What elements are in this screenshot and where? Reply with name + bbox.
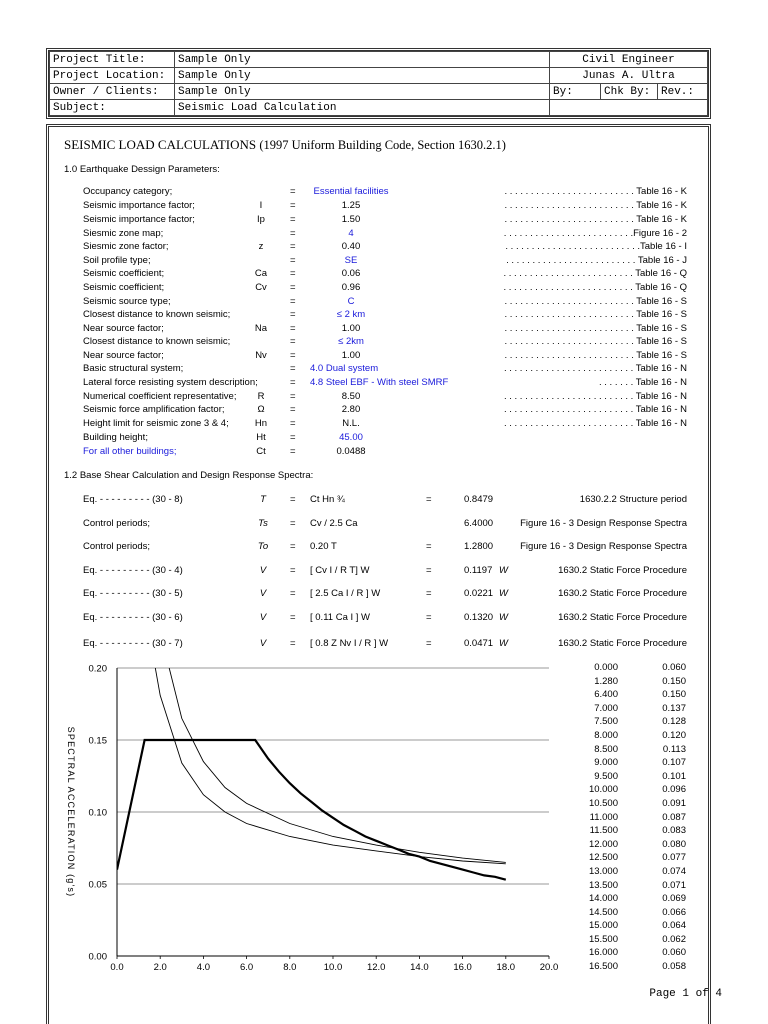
param-equals: = bbox=[290, 241, 296, 252]
param-row bbox=[83, 418, 693, 431]
subject-value: Seismic Load Calculation bbox=[175, 100, 550, 116]
project-title-label: Project Title: bbox=[50, 52, 175, 68]
param-symbol: I bbox=[259, 200, 263, 211]
spectra-row bbox=[575, 961, 690, 975]
param-value: 1.25 bbox=[341, 200, 361, 211]
spectra-row bbox=[575, 947, 690, 961]
equation-unit: W bbox=[499, 612, 508, 623]
spectra-row bbox=[575, 825, 690, 839]
design-spectrum-line bbox=[117, 740, 506, 880]
equation-row bbox=[83, 565, 693, 579]
param-symbol: Ip bbox=[257, 214, 265, 225]
equation-symbol: T bbox=[260, 494, 266, 505]
spectra-acceleration: 0.101 bbox=[662, 770, 686, 782]
spectra-period: 13.000 bbox=[588, 865, 618, 877]
equation-row bbox=[83, 541, 693, 555]
param-row bbox=[83, 336, 693, 349]
equation-label: Control periods; bbox=[83, 541, 151, 552]
spectra-acceleration: 0.083 bbox=[662, 825, 686, 837]
project-location-label: Project Location: bbox=[50, 68, 175, 84]
param-equals: = bbox=[290, 255, 296, 266]
equation-symbol: V bbox=[259, 565, 267, 576]
y-tick-label: 0.15 bbox=[88, 735, 107, 747]
param-label: For all other buildings; bbox=[83, 446, 177, 457]
spectra-period: 0.000 bbox=[594, 662, 618, 673]
param-reference: . . . . . . . . . . . . . . . . . . . . . . . . . Table 16 - N bbox=[503, 418, 687, 429]
param-row bbox=[83, 446, 693, 459]
equation-equals: = bbox=[290, 588, 296, 599]
param-row bbox=[83, 350, 693, 363]
spectra-period: 15.500 bbox=[588, 933, 618, 945]
param-symbol: Cv bbox=[255, 282, 267, 293]
equation-equals-2: = bbox=[426, 565, 432, 576]
param-label: Numerical coefficient representative; bbox=[83, 391, 237, 402]
param-label: Building height; bbox=[83, 432, 148, 443]
param-label: Seismic force amplification factor; bbox=[83, 404, 225, 415]
param-symbol: Ct bbox=[256, 446, 266, 457]
param-equals: = bbox=[290, 323, 296, 334]
equation-value: 1.2800 bbox=[464, 541, 494, 552]
equation-reference: 1630.2 Static Force Procedure bbox=[558, 588, 687, 599]
param-row bbox=[83, 241, 693, 254]
param-equals: = bbox=[290, 432, 296, 443]
x-tick-label: 4.0 bbox=[196, 962, 211, 973]
page-number: Page 1 of 4 bbox=[649, 988, 722, 1000]
spectra-acceleration: 0.064 bbox=[662, 920, 686, 932]
param-value: 4.0 Dual system bbox=[310, 363, 379, 374]
param-value: ≤ 2km bbox=[338, 336, 364, 347]
checked-by-field: Chk By: bbox=[601, 84, 658, 100]
param-value: 45.00 bbox=[339, 432, 363, 443]
x-tick-label: 0.0 bbox=[110, 962, 124, 973]
equation-label: Eq. - - - - - - - - - (30 - 5) bbox=[83, 588, 183, 599]
param-equals: = bbox=[290, 268, 296, 279]
equation-unit: W bbox=[499, 588, 508, 599]
param-equals: = bbox=[290, 418, 296, 429]
param-symbol: Nv bbox=[255, 350, 267, 361]
x-tick-label: 10.0 bbox=[323, 962, 343, 973]
x-tick-label: 12.0 bbox=[366, 962, 386, 973]
param-row bbox=[83, 404, 693, 417]
param-value: 1.50 bbox=[341, 214, 361, 225]
param-reference: . . . . . . . . . . . . . . . . . . . . . . . . . Table 16 - S bbox=[504, 323, 687, 334]
spectra-row bbox=[575, 880, 690, 894]
param-equals: = bbox=[290, 214, 296, 225]
x-tick-label: 6.0 bbox=[239, 962, 254, 973]
param-equals: = bbox=[290, 336, 296, 347]
spectra-acceleration: 0.087 bbox=[662, 811, 686, 823]
spectra-period: 13.500 bbox=[588, 879, 618, 891]
equation-formula: [ 2.5 Ca I / R ] W bbox=[310, 588, 381, 599]
equation-reference: Figure 16 - 3 Design Response Spectra bbox=[520, 518, 687, 529]
owner-label: Owner / Clients: bbox=[50, 84, 175, 100]
param-value: Essential facilities bbox=[313, 186, 389, 197]
param-label: Siesmic zone factor; bbox=[83, 241, 169, 252]
revision-field: Rev.: bbox=[658, 84, 708, 100]
param-label: Closest distance to known seismic; bbox=[83, 336, 231, 347]
equation-equals-2: = bbox=[426, 588, 432, 599]
param-reference: . . . . . . . . . . . . . . . . . . . . . . . . . Table 16 - Q bbox=[503, 268, 687, 279]
spectra-row bbox=[575, 744, 690, 758]
param-label: Seismic source type; bbox=[83, 296, 171, 307]
param-row bbox=[83, 296, 693, 309]
page-title bbox=[64, 137, 506, 153]
equation-symbol: Ts bbox=[258, 518, 268, 529]
equation-symbol: To bbox=[257, 541, 269, 552]
spectra-period: 15.000 bbox=[588, 920, 618, 932]
param-symbol: Ω bbox=[257, 404, 265, 415]
param-reference: . . . . . . . . . . . . . . . . . . . . . . . . . Table 16 - S bbox=[504, 336, 687, 347]
param-value: 8.50 bbox=[341, 391, 361, 402]
equation-label: Control periods; bbox=[83, 518, 151, 529]
param-label: Occupancy category; bbox=[83, 186, 173, 197]
equation-label: Eq. - - - - - - - - - (30 - 7) bbox=[83, 638, 183, 649]
param-row bbox=[83, 228, 693, 241]
param-label: Closest distance to known seismic; bbox=[83, 309, 231, 320]
param-reference: . . . . . . . . . . . . . . . . . . . . . . . . . Table 16 - K bbox=[504, 186, 687, 197]
spectra-acceleration: 0.091 bbox=[662, 797, 686, 809]
spectra-row bbox=[575, 920, 690, 934]
equation-value: 0.1197 bbox=[464, 565, 493, 576]
equation-label: Eq. - - - - - - - - - (30 - 4) bbox=[83, 565, 183, 576]
param-symbol: Ca bbox=[254, 268, 268, 279]
param-value: 1.00 bbox=[341, 350, 361, 361]
header-table bbox=[46, 48, 711, 119]
spectra-row bbox=[575, 907, 690, 921]
spectra-period: 10.000 bbox=[588, 784, 618, 796]
equation-equals-2: = bbox=[426, 541, 432, 552]
param-reference: . . . . . . . Table 16 - N bbox=[598, 377, 687, 388]
param-symbol: z bbox=[258, 241, 264, 252]
x-tick-label: 2.0 bbox=[153, 962, 167, 973]
spectra-row bbox=[575, 893, 690, 907]
param-row bbox=[83, 186, 693, 199]
equation-value: 0.8479 bbox=[464, 494, 494, 505]
project-title-value: Sample Only bbox=[175, 52, 550, 68]
equation-equals: = bbox=[290, 612, 296, 623]
param-row bbox=[83, 432, 693, 445]
param-label: Seismic importance factor; bbox=[83, 214, 195, 225]
equation-row bbox=[83, 638, 693, 652]
spectra-row bbox=[575, 662, 690, 676]
spectra-row bbox=[575, 771, 690, 785]
spectra-period: 1.280 bbox=[594, 675, 618, 687]
spectra-acceleration: 0.096 bbox=[662, 784, 686, 796]
param-value: 4.8 Steel EBF - With steel SMRF bbox=[310, 377, 449, 388]
equation-formula: [ Cv I / R T] W bbox=[310, 565, 370, 576]
param-label: Soil profile type; bbox=[83, 255, 151, 266]
equation-formula: Cv / 2.5 Ca bbox=[310, 518, 358, 529]
param-reference: . . . . . . . . . . . . . . . . . . . . . . . . . Table 16 - S bbox=[504, 350, 687, 361]
equation-formula: 0.20 T bbox=[310, 541, 337, 552]
equation-reference: 1630.2 Static Force Procedure bbox=[558, 638, 687, 649]
param-reference: . . . . . . . . . . . . . . . . . . . . . . . . . Table 16 - K bbox=[504, 214, 687, 225]
param-reference: . . . . . . . . . . . . . . . . . . . . . . . . . Table 16 - K bbox=[504, 200, 687, 211]
response-spectra-chart bbox=[60, 660, 560, 975]
spectra-acceleration: 0.077 bbox=[662, 852, 686, 864]
param-reference: . . . . . . . . . . . . . . . . . . . . . . . . . Table 16 - Q bbox=[503, 282, 687, 293]
equation-equals: = bbox=[290, 638, 296, 649]
spectra-acceleration: 0.058 bbox=[662, 961, 686, 973]
param-label: Basic structural system; bbox=[83, 363, 184, 374]
equation-unit: W bbox=[499, 638, 508, 649]
param-symbol: Na bbox=[254, 323, 268, 334]
param-label: Height limit for seismic zone 3 & 4; bbox=[83, 418, 229, 429]
spectra-acceleration: 0.128 bbox=[662, 716, 686, 728]
param-reference: . . . . . . . . . . . . . . . . . . . . . . . . .Figure 16 - 2 bbox=[503, 228, 687, 239]
param-label: Seismic coefficient; bbox=[83, 282, 165, 293]
x-tick-label: 18.0 bbox=[496, 962, 516, 973]
param-equals: = bbox=[290, 200, 296, 211]
param-label: Near source factor; bbox=[83, 350, 164, 361]
param-row bbox=[83, 323, 693, 336]
equation-formula: [ 0.11 Ca I ] W bbox=[310, 612, 371, 623]
param-row bbox=[83, 268, 693, 281]
param-symbol: Hn bbox=[254, 418, 268, 429]
spectra-period: 11.000 bbox=[589, 811, 618, 823]
y-tick-label: 0.00 bbox=[88, 951, 107, 963]
param-equals: = bbox=[290, 391, 296, 402]
spectra-period: 11.500 bbox=[589, 825, 618, 837]
spectra-row bbox=[575, 757, 690, 771]
spectra-row bbox=[575, 934, 690, 948]
equation-equals-2: = bbox=[426, 638, 432, 649]
reference-curve-line bbox=[147, 660, 506, 862]
title-main: SEISMIC LOAD CALCULATIONS bbox=[64, 137, 257, 152]
param-value: N.L. bbox=[342, 418, 360, 429]
equation-unit: W bbox=[499, 565, 508, 576]
equation-reference: 1630.2.2 Structure period bbox=[579, 494, 687, 505]
y-tick-label: 0.05 bbox=[88, 879, 107, 891]
subject-blank bbox=[550, 100, 708, 116]
spectra-row bbox=[575, 716, 690, 730]
spectra-acceleration: 0.150 bbox=[662, 675, 686, 687]
owner-value: Sample Only bbox=[175, 84, 550, 100]
equation-equals: = bbox=[290, 541, 296, 552]
param-reference: . . . . . . . . . . . . . . . . . . . . . . . . . Table 16 - S bbox=[504, 309, 687, 320]
param-value: 0.06 bbox=[341, 268, 361, 279]
spectra-period: 14.500 bbox=[588, 906, 618, 918]
spectra-row bbox=[575, 852, 690, 866]
equation-equals: = bbox=[290, 494, 296, 505]
spectra-row bbox=[575, 839, 690, 853]
equation-reference: Figure 16 - 3 Design Response Spectra bbox=[520, 541, 687, 552]
x-tick-label: 20.0 bbox=[539, 962, 559, 973]
project-location-value: Sample Only bbox=[175, 68, 550, 84]
param-value: ≤ 2 km bbox=[336, 309, 366, 320]
param-row bbox=[83, 377, 693, 390]
spectra-period: 12.500 bbox=[588, 852, 618, 864]
spectra-row bbox=[575, 676, 690, 690]
spectra-period: 10.500 bbox=[588, 797, 618, 809]
param-value: SE bbox=[344, 255, 358, 266]
param-row bbox=[83, 309, 693, 322]
title-sub: (1997 Uniform Building Code, Section 1630.2.1) bbox=[259, 138, 506, 152]
x-tick-label: 14.0 bbox=[410, 962, 429, 973]
spectra-period: 9.000 bbox=[594, 757, 618, 769]
equation-row bbox=[83, 588, 693, 602]
param-row bbox=[83, 363, 693, 376]
spectra-row bbox=[575, 784, 690, 798]
param-label: Seismic importance factor; bbox=[83, 200, 195, 211]
param-value: 0.0488 bbox=[336, 446, 366, 457]
y-tick-label: 0.20 bbox=[88, 663, 107, 675]
spectra-acceleration: 0.120 bbox=[662, 729, 686, 741]
param-row bbox=[83, 200, 693, 213]
spectra-acceleration: 0.080 bbox=[662, 838, 686, 850]
spectra-period: 8.000 bbox=[594, 729, 618, 741]
spectra-acceleration: 0.060 bbox=[662, 947, 686, 959]
param-reference: . . . . . . . . . . . . . . . . . . . . . . . . . Table 16 - N bbox=[503, 391, 687, 402]
spectra-period: 14.000 bbox=[588, 893, 618, 905]
param-symbol: R bbox=[257, 391, 265, 402]
spectra-period: 8.500 bbox=[594, 743, 618, 755]
param-value: 0.40 bbox=[341, 241, 361, 252]
param-row bbox=[83, 214, 693, 227]
spectra-acceleration: 0.137 bbox=[662, 702, 686, 714]
subject-label: Subject: bbox=[50, 100, 175, 116]
spectra-period: 7.500 bbox=[594, 716, 618, 728]
param-equals: = bbox=[290, 186, 296, 197]
param-equals: = bbox=[290, 377, 296, 388]
param-reference: . . . . . . . . . . . . . . . . . . . . . . . . . Table 16 - S bbox=[504, 296, 687, 307]
equation-formula: Ct Hn ¾ bbox=[310, 494, 345, 505]
spectra-period: 9.500 bbox=[594, 770, 618, 782]
spectra-period: 16.500 bbox=[588, 961, 618, 973]
spectra-acceleration: 0.107 bbox=[662, 757, 686, 769]
section1-heading: 1.0 Earthquake Dessign Parameters: bbox=[64, 164, 220, 175]
spectra-acceleration: 0.074 bbox=[662, 865, 686, 877]
spectra-acceleration: 0.066 bbox=[662, 906, 686, 918]
section2-heading: 1.2 Base Shear Calculation and Design Response Spectra: bbox=[64, 470, 314, 481]
param-equals: = bbox=[290, 446, 296, 457]
param-equals: = bbox=[290, 228, 296, 239]
equation-symbol: V bbox=[259, 638, 267, 649]
param-reference: . . . . . . . . . . . . . . . . . . . . . . . . . Table 16 - N bbox=[503, 363, 687, 374]
equation-reference: 1630.2 Static Force Procedure bbox=[558, 612, 687, 623]
equation-equals: = bbox=[290, 518, 296, 529]
spectra-row bbox=[575, 812, 690, 826]
param-equals: = bbox=[290, 350, 296, 361]
equation-value: 0.0221 bbox=[464, 588, 494, 599]
equation-value: 0.0471 bbox=[464, 638, 494, 649]
param-label: Lateral force resisting system description; bbox=[83, 377, 258, 388]
spectra-acceleration: 0.062 bbox=[662, 933, 686, 945]
param-equals: = bbox=[290, 404, 296, 415]
equation-value: 0.1320 bbox=[464, 612, 494, 623]
equation-formula: [ 0.8 Z Nv I / R ] W bbox=[310, 638, 389, 649]
spectra-period: 16.000 bbox=[588, 947, 618, 959]
param-reference: . . . . . . . . . . . . . . . . . . . . . . . . . Table 16 - N bbox=[503, 404, 687, 415]
spectra-acceleration: 0.069 bbox=[662, 893, 686, 905]
param-value: 2.80 bbox=[341, 404, 361, 415]
equation-equals-2: = bbox=[426, 494, 432, 505]
spectra-acceleration: 0.113 bbox=[662, 743, 686, 755]
param-row bbox=[83, 255, 693, 268]
equation-label: Eq. - - - - - - - - - (30 - 8) bbox=[83, 494, 183, 505]
equation-symbol: V bbox=[259, 588, 267, 599]
equation-label: Eq. - - - - - - - - - (30 - 6) bbox=[83, 612, 183, 623]
spectra-table bbox=[575, 662, 690, 975]
equation-row bbox=[83, 494, 693, 508]
engineer-name: Junas A. Ultra bbox=[550, 68, 708, 84]
equation-row bbox=[83, 518, 693, 532]
param-value: C bbox=[347, 296, 355, 307]
param-equals: = bbox=[290, 363, 296, 374]
x-tick-label: 8.0 bbox=[283, 962, 297, 973]
param-label: Siesmic zone map; bbox=[83, 228, 164, 239]
spectra-row bbox=[575, 689, 690, 703]
param-value: 1.00 bbox=[341, 323, 361, 334]
spectra-period: 12.000 bbox=[588, 838, 618, 850]
equation-value: 6.4000 bbox=[464, 518, 494, 529]
spectra-row bbox=[575, 866, 690, 880]
param-symbol: Ht bbox=[256, 432, 266, 443]
equation-equals-2: = bbox=[426, 612, 432, 623]
spectra-row bbox=[575, 703, 690, 717]
param-value: 0.96 bbox=[341, 282, 361, 293]
param-label: Seismic coefficient; bbox=[83, 268, 165, 279]
y-axis-label: SPECTRAL ACCELERATION (g's) bbox=[66, 726, 76, 898]
equation-symbol: V bbox=[259, 612, 267, 623]
engineer-title: Civil Engineer bbox=[550, 52, 708, 68]
x-tick-label: 16.0 bbox=[453, 962, 472, 973]
param-reference: . . . . . . . . . . . . . . . . . . . . . . . . . .Table 16 - I bbox=[505, 241, 687, 252]
param-label: Near source factor; bbox=[83, 323, 164, 334]
equation-row bbox=[83, 612, 693, 626]
param-equals: = bbox=[290, 296, 296, 307]
spectra-row bbox=[575, 798, 690, 812]
param-reference: . . . . . . . . . . . . . . . . . . . . . . . . . Table 16 - J bbox=[506, 255, 687, 266]
spectra-period: 7.000 bbox=[594, 702, 618, 714]
spectra-acceleration: 0.150 bbox=[662, 689, 686, 701]
spectra-acceleration: 0.060 bbox=[662, 662, 686, 673]
param-equals: = bbox=[290, 282, 296, 293]
by-field: By: bbox=[550, 84, 601, 100]
y-tick-label: 0.10 bbox=[88, 807, 107, 819]
spectra-period: 6.400 bbox=[594, 689, 618, 701]
param-equals: = bbox=[290, 309, 296, 320]
param-row bbox=[83, 391, 693, 404]
spectra-acceleration: 0.071 bbox=[662, 879, 686, 891]
param-value: 4 bbox=[348, 228, 354, 239]
param-row bbox=[83, 282, 693, 295]
equation-equals: = bbox=[290, 565, 296, 576]
equation-reference: 1630.2 Static Force Procedure bbox=[558, 565, 687, 576]
spectra-row bbox=[575, 730, 690, 744]
